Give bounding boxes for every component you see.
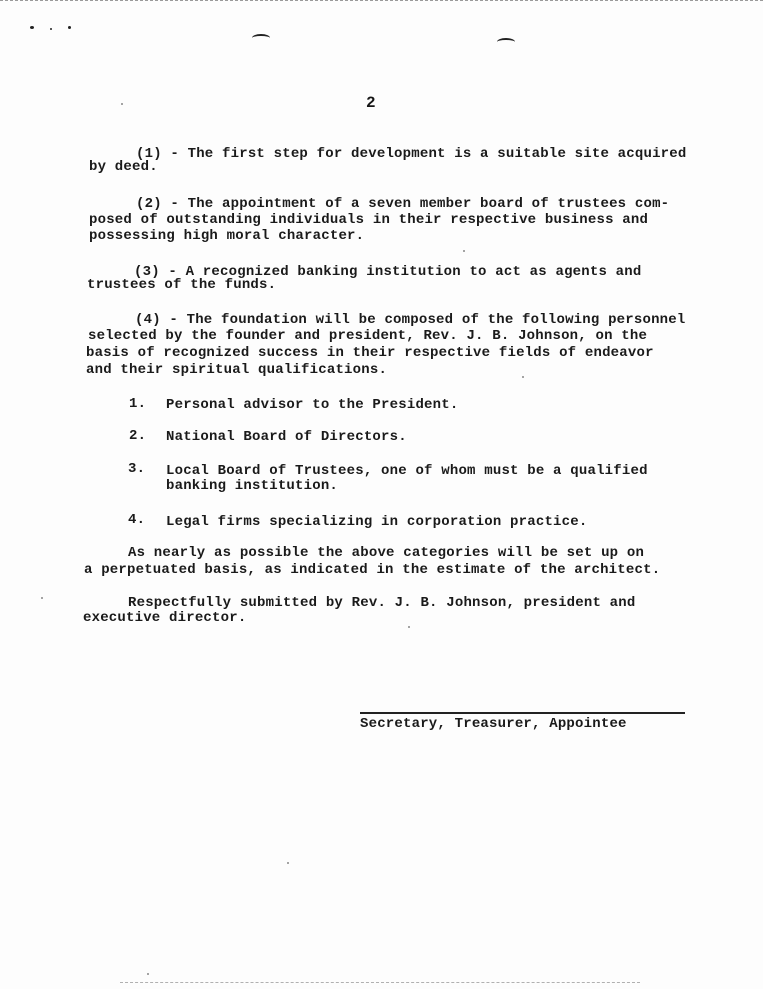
paragraph-3-line-2: trustees of the funds.: [87, 277, 277, 293]
scan-mark: [50, 28, 52, 30]
scan-edge-bottom: [120, 982, 640, 983]
page-number: 2: [366, 94, 376, 112]
scan-mark: [68, 26, 71, 29]
paragraph-1-line-2: by deed.: [89, 159, 158, 175]
closing-paragraph-line-1: As nearly as possible the above categories will be set up on: [128, 545, 645, 561]
list-item-2-number: 2.: [129, 428, 147, 444]
paragraph-3-line-1: (3) - A recognized banking institution to act as agents and: [134, 264, 642, 280]
submission-line-1: Respectfully submitted by Rev. J. B. Johnson, president and: [128, 595, 636, 611]
paragraph-4-line-1: (4) - The foundation will be composed of the following personnel: [135, 312, 686, 328]
list-item-4-number: 4.: [128, 512, 146, 528]
scan-speck: [121, 103, 123, 105]
scan-speck: [41, 597, 43, 599]
paragraph-1-line-1: (1) - The first step for development is a suitable site acquired: [136, 146, 687, 162]
paragraph-4-line-2: selected by the founder and president, Rev. J. B. Johnson, on the: [88, 328, 648, 344]
signature-caption: Secretary, Treasurer, Appointee: [360, 716, 627, 732]
list-item-3-number: 3.: [128, 461, 146, 477]
submission-line-2: executive director.: [83, 610, 247, 626]
paragraph-4-line-3: basis of recognized success in their respective fields of endeavor: [86, 345, 654, 361]
list-item-1-number: 1.: [129, 396, 147, 412]
scan-edge-top: [0, 0, 763, 5]
scan-speck: [522, 376, 524, 378]
scan-speck: [287, 862, 289, 864]
scan-speck: [408, 626, 410, 628]
list-item-3-text-line-2: banking institution.: [166, 478, 339, 494]
scan-speck: [463, 250, 465, 252]
scan-speck: [147, 973, 149, 975]
paragraph-4-line-4: and their spiritual qualifications.: [86, 362, 388, 378]
list-item-4-text: Legal firms specializing in corporation practice.: [166, 514, 588, 530]
binder-hole-mark-left: [252, 34, 270, 42]
paragraph-2-line-2: posed of outstanding individuals in their respective business and: [89, 212, 649, 228]
paragraph-2-line-3: possessing high moral character.: [89, 228, 365, 244]
list-item-1-text: Personal advisor to the President.: [166, 397, 459, 413]
scan-mark: [30, 26, 34, 29]
binder-hole-mark-right: [497, 38, 515, 46]
paragraph-2-line-1: (2) - The appointment of a seven member board of trustees com-: [136, 196, 670, 212]
closing-paragraph-line-2: a perpetuated basis, as indicated in the estimate of the architect.: [84, 562, 661, 578]
list-item-3-text-line-1: Local Board of Trustees, one of whom must be a qualified: [166, 463, 648, 479]
list-item-2-text: National Board of Directors.: [166, 429, 407, 445]
signature-line: [360, 712, 685, 714]
